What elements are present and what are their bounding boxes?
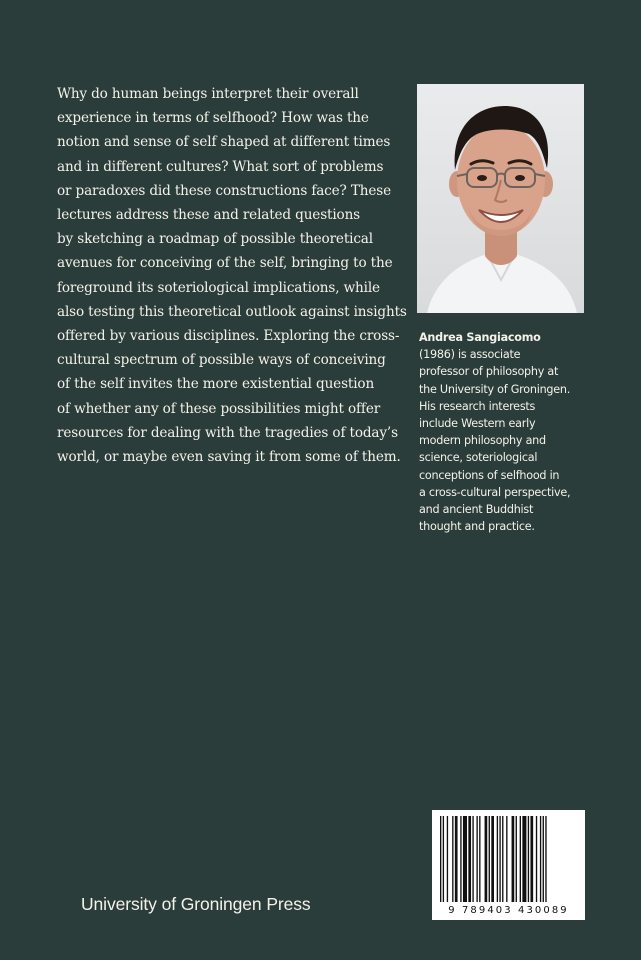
bio-line: and ancient Buddhist bbox=[419, 503, 534, 517]
publisher-name: University of Groningen Press bbox=[81, 894, 311, 914]
bio-line: His research interests bbox=[419, 399, 536, 413]
blurb-line: experience in terms of selfhood? How was the bbox=[57, 110, 369, 127]
bio-line: conceptions of selfhood in bbox=[419, 468, 560, 482]
barcode-bars bbox=[432, 810, 585, 905]
author-photo bbox=[417, 84, 584, 313]
bio-line: the University of Groningen. bbox=[419, 382, 571, 396]
blurb-line: and in different cultures? What sort of problems bbox=[57, 158, 384, 175]
isbn-barcode bbox=[432, 810, 585, 920]
bio-line: modern philosophy and bbox=[419, 434, 546, 448]
bio-line: include Western early bbox=[419, 417, 536, 431]
blurb-line: lectures address these and related questions bbox=[57, 207, 361, 224]
blurb-line: of the self invites the more existential question bbox=[57, 376, 375, 393]
author-portrait-illustration bbox=[417, 84, 584, 313]
bio-line: science, soteriological bbox=[419, 451, 538, 465]
book-blurb bbox=[57, 82, 407, 469]
blurb-line: notion and sense of self shaped at different times bbox=[57, 134, 391, 151]
barcode-digits: 9 789403 430089 bbox=[448, 905, 569, 916]
blurb-line: Why do human beings interpret their overall bbox=[57, 86, 359, 102]
blurb-line: cultural spectrum of possible ways of conceiving bbox=[57, 352, 386, 369]
blurb-line: resources for dealing with the tragedies of today’s bbox=[57, 424, 398, 441]
blurb-line: or paradoxes did these constructions face? These bbox=[57, 182, 391, 199]
bio-line: professor of philosophy at bbox=[419, 365, 559, 379]
blurb-line: by sketching a roadmap of possible theoretical bbox=[57, 231, 373, 248]
blurb-line: also testing this theoretical outlook against insights bbox=[57, 303, 407, 320]
bio-line: a cross-cultural perspective, bbox=[419, 485, 571, 499]
blurb-line: world, or maybe even saving it from some of them. bbox=[57, 449, 401, 466]
author-name: Andrea Sangiacomo bbox=[419, 331, 541, 344]
blurb-line: offered by various disciplines. Exploring the cross- bbox=[57, 328, 400, 345]
bio-line: thought and practice. bbox=[419, 520, 535, 534]
blurb-line: avenues for conceiving of the self, bringing to the bbox=[57, 255, 393, 272]
blurb-line: foreground its soteriological implications, while bbox=[57, 279, 380, 296]
bio-line: (1986) is associate bbox=[419, 348, 521, 362]
blurb-line: of whether any of these possibilities might offer bbox=[57, 400, 381, 417]
author-bio bbox=[419, 329, 589, 535]
